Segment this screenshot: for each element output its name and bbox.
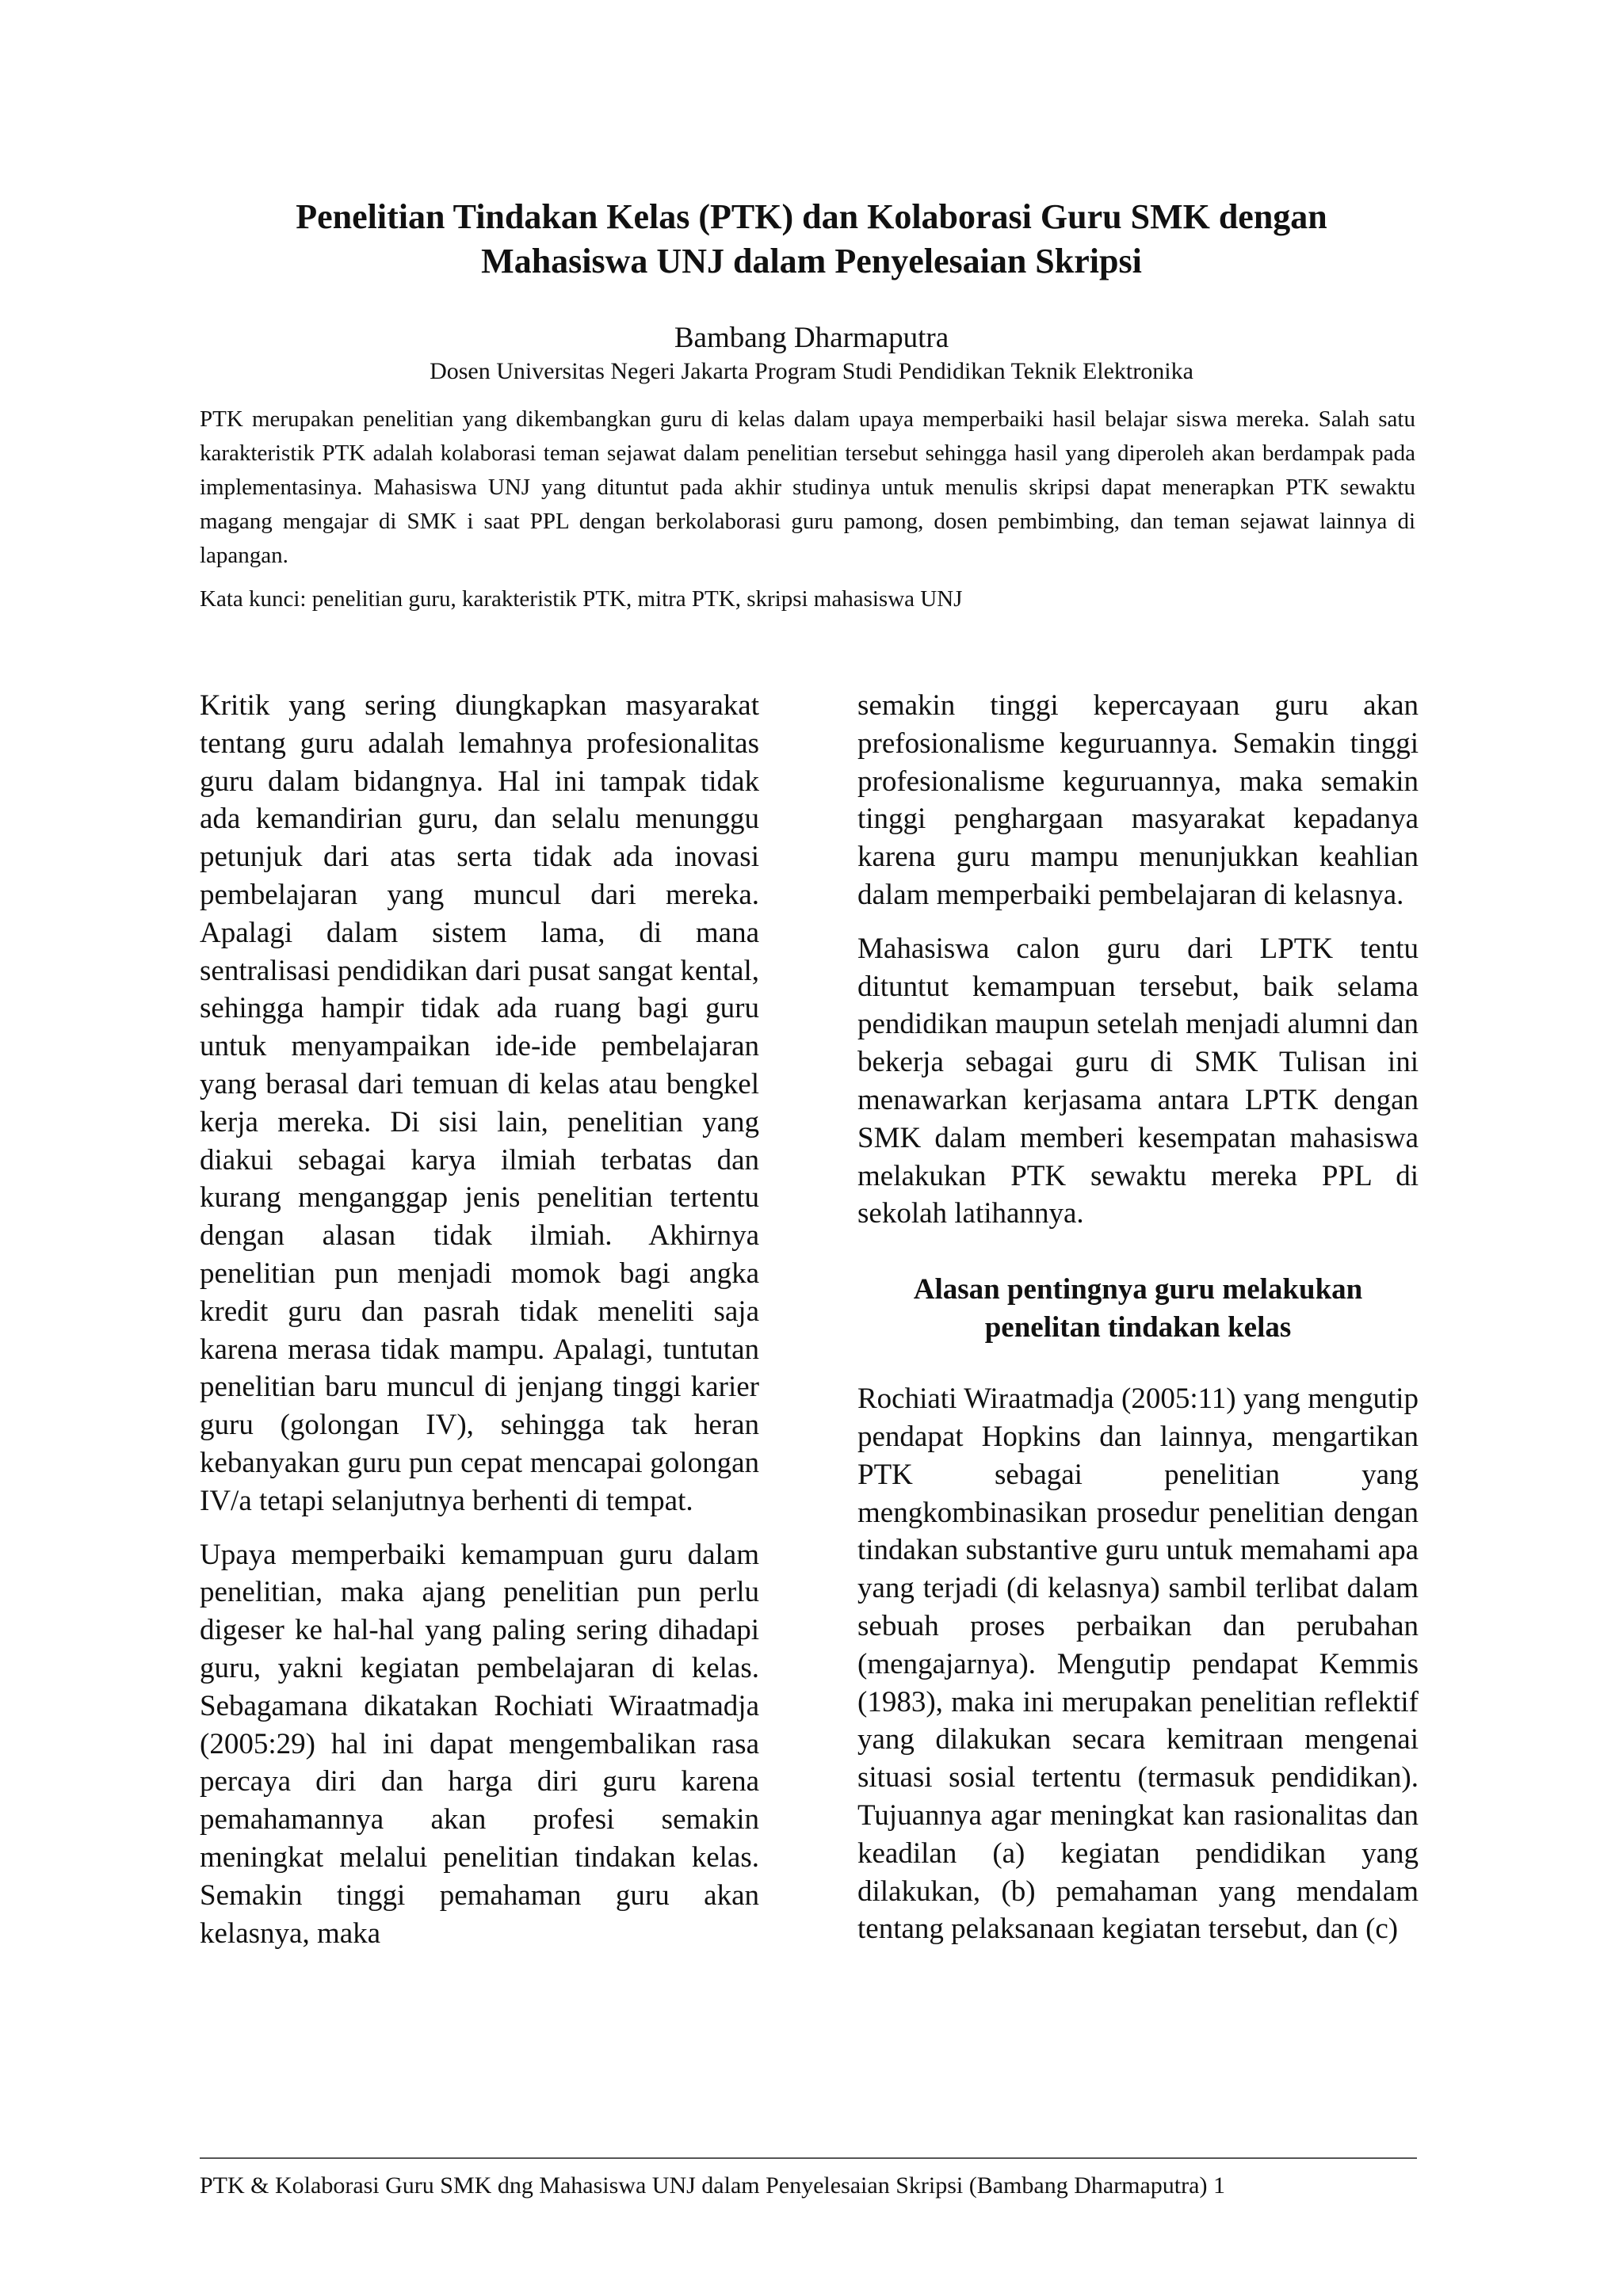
- body-paragraph: Upaya memperbaiki kemampuan guru dalam penelitian, maka ajang penelitian pun perlu digeser ke hal-hal yang paling sering dihadapi guru, yakni kegiatan pembelajaran di kelas. Sebagamana dikatakan Rochiati Wiraatmadja (2005:29) hal ini dapat mengembalikan rasa percaya diri dan harga diri guru karena pemahamannya akan profesi semakin meningkat melalui penelitian tindakan kelas. Semakin tinggi pemahaman guru akan kelasnya, maka: [200, 1538, 759, 1950]
- keywords: Kata kunci: penelitian guru, karakteristik PTK, mitra PTK, skripsi mahasiswa UNJ: [200, 586, 963, 612]
- abstract: PTK merupakan penelitian yang dikembangkan guru di kelas dalam upaya memperbaiki hasil belajar siswa mereka. Salah satu karakteristik PTK adalah kolaborasi teman sejawat dalam penelitian tersebut sehingga hasil yang diperoleh akan berdampak pada implementasinya. Mahasiswa UNJ yang dituntut pada akhir studinya untuk menulis skripsi dapat menerapkan PTK sewaktu magang mengajar di SMK i saat PPL dengan berkolaborasi guru pamong, dosen pembimbing, dan teman sejawat lainnya di lapangan.: [200, 406, 1415, 568]
- body-paragraph: semakin tinggi kepercayaan guru akan prefosionalisme keguruannya. Semakin tinggi profesionalisme keguruannya, maka semakin tinggi penghargaan masyarakat kepadanya karena guru mampu menunjukkan keahlian dalam memperbaiki pembelajaran di kelasnya.: [857, 689, 1419, 911]
- paper-title: [198, 195, 1425, 284]
- body-column-left: [200, 687, 759, 1952]
- author-affiliation: Dosen Universitas Negeri Jakarta Program Studi Pendidikan Teknik Elektronika: [430, 358, 1193, 384]
- body-paragraph: Rochiati Wiraatmadja (2005:11) yang mengutip pendapat Hopkins dan lainnya, mengartikan PTK sebagai penelitian yang mengkombinasikan prosedur penelitian dengan tindakan substantive guru untuk memahami apa yang terjadi (di kelasnya) sambil terlibat dalam sebuah proses perbaikan dan perubahan (mengajarnya). Mengutip pendapat Kemmis (1983), maka ini merupakan penelitian reflektif yang dilakukan secara kemitraan mengenai situasi sosial tertentu (termasuk pendidikan). Tujuannya agar meningkat kan rasionalitas dan keadilan (a) kegiatan pendidikan yang dilakukan, (b) pemahaman yang mendalam tentang pelaksanaan kegiatan tersebut, dan (c): [857, 1383, 1419, 1946]
- footer-divider: [200, 2157, 1417, 2159]
- body-paragraph: Kritik yang sering diungkapkan masyarakat tentang guru adalah lemahnya profesionalitas guru dalam bidangnya. Hal ini tampak tidak ada kemandirian guru, dan selalu menunggu petunjuk dari atas serta tidak ada inovasi pembelajaran yang muncul dari mereka. Apalagi dalam sistem lama, di mana sentralisasi pendidikan dari pusat sangat kental, sehingga hampir tidak ada ruang bagi guru untuk menyampaikan ide-ide pembelajaran yang berasal dari temuan di kelas atau bengkel kerja mereka. Di sisi lain, penelitian yang diakui sebagai karya ilmiah terbatas dan kurang menganggap jenis penelitian tertentu dengan alasan tidak ilmiah. Akhirnya penelitian pun menjadi momok bagi angka kredit guru dan pasrah tidak meneliti saja karena merasa tidak mampu. Apalagi, tuntutan penelitian baru muncul di jenjang tinggi karier guru (golongan IV), sehingga tak heran kebanyakan guru pun cepat mencapai golongan IV/a tetapi selanjutnya berhenti di tempat.: [200, 689, 759, 1517]
- page-footer: PTK & Kolaborasi Guru SMK dng Mahasiswa UNJ dalam Penyelesaian Skripsi (Bambang Dharmaputra) 1: [200, 2172, 1225, 2199]
- body-paragraph: Mahasiswa calon guru dari LPTK tentu dituntut kemampuan tersebut, baik selama pendidikan maupun setelah menjadi alumni dan bekerja sebagai guru di SMK Tulisan ini menawarkan kerjasama antara LPTK dengan SMK dalam memberi kesempatan mahasiswa melakukan PTK sewaktu mereka PPL di sekolah latihannya.: [857, 932, 1419, 1230]
- paper-title-line-2: Mahasiswa UNJ dalam Penyelesaian Skripsi: [481, 242, 1142, 280]
- body-column-right: [857, 687, 1419, 1948]
- section-heading: [857, 1271, 1419, 1347]
- paper-title-line-1: Penelitian Tindakan Kelas (PTK) dan Kolaborasi Guru SMK dengan: [296, 197, 1327, 236]
- section-heading-line-2: penelitan tindakan kelas: [984, 1311, 1292, 1344]
- section-heading-line-1: Alasan pentingnya guru melakukan: [913, 1273, 1363, 1306]
- author-name: Bambang Dharmaputra: [674, 322, 949, 354]
